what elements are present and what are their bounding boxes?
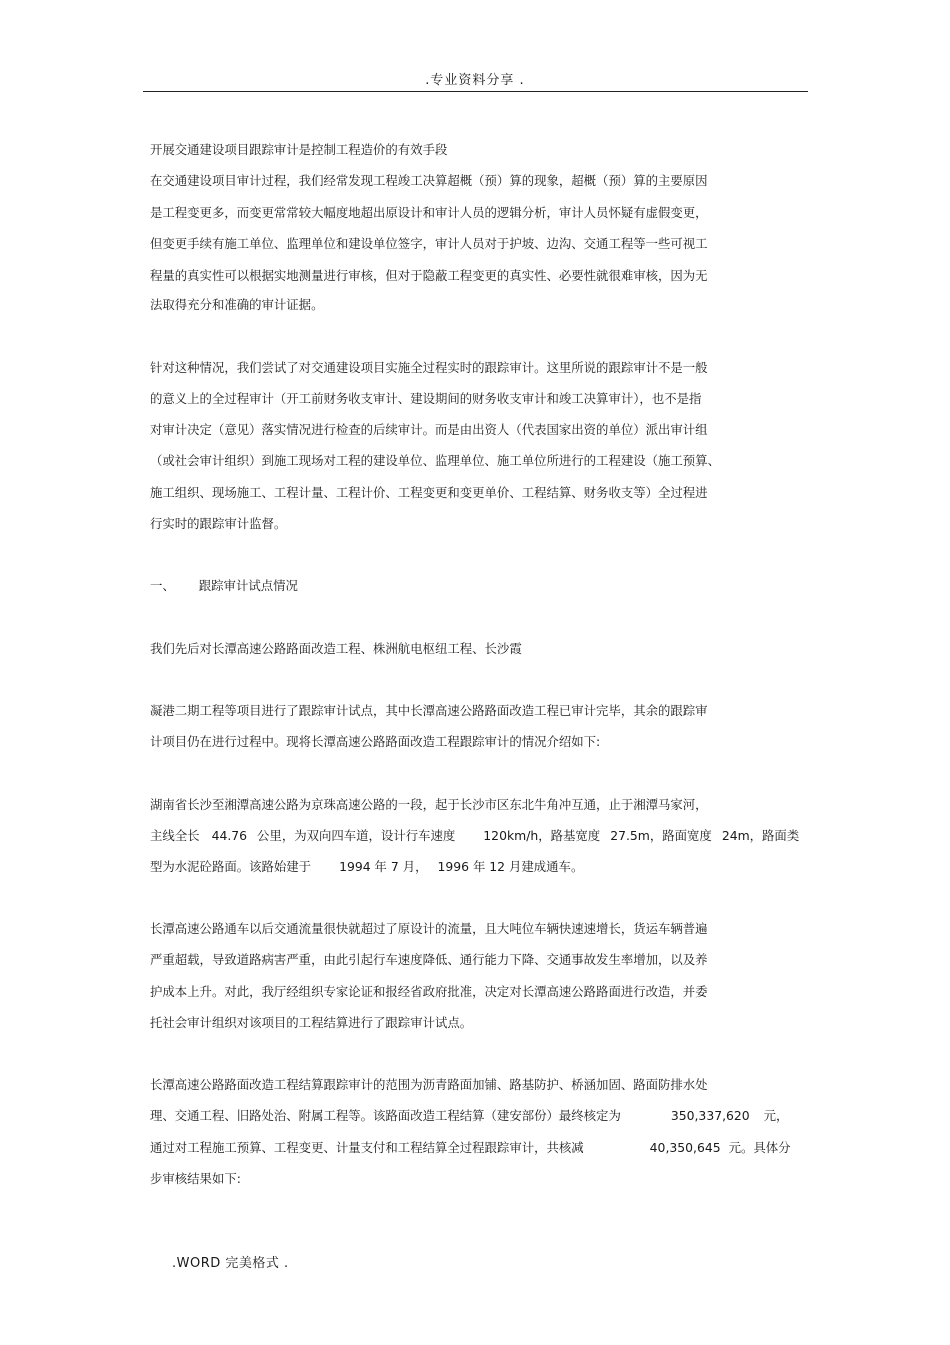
paragraph-line: 步审核结果如下: <box>150 1171 241 1186</box>
paragraph-line: 我们先后对长潭高速公路路面改造工程、株洲航电枢纽工程、长沙霞 <box>150 641 522 656</box>
paragraph-line: 理、交通工程、旧路处治、附属工程等。该路面改造工程结算（建安部份）最终核定为 350,337,620 元， <box>150 1108 789 1123</box>
paragraph-line: 凝港二期工程等项目进行了跟踪审计试点，其中长潭高速公路路面改造工程已审计完毕，其余的跟踪审 <box>150 703 708 718</box>
paragraph-line: 对审计决定（意见）落实情况进行检查的后续审计。而是由出资人（代表国家出资的单位）派出审计组 <box>150 422 708 437</box>
paragraph-line: 在交通建设项目审计过程，我们经常发现工程竣工决算超概（预）算的现象，超概（预）算的主要原因 <box>150 173 708 188</box>
paragraph-line: 长潭高速公路路面改造工程结算跟踪审计的范围为沥青路面加铺、路基防护、桥涵加固、路面防排水处 <box>150 1077 708 1092</box>
paragraph-line: 湖南省长沙至湘潭高速公路为京珠高速公路的一段，起于长沙市区东北牛角冲互通，止于湘潭马家河， <box>150 797 708 812</box>
paragraph-line: 通过对工程施工预算、工程变更、计量支付和工程结算全过程跟踪审计，共核减 40,350,645 元。具体分 <box>150 1140 791 1155</box>
paragraph-line: 行实时的跟踪审计监督。 <box>150 516 287 531</box>
paragraph-line: 托社会审计组织对该项目的工程结算进行了跟踪审计试点。 <box>150 1015 473 1030</box>
section-number: 一、 <box>150 578 175 593</box>
paragraph-line: 的意义上的全过程审计（开工前财务收支审计、建设期间的财务收支审计和竣工决算审计），也不是指 <box>150 391 702 406</box>
paragraph-line: 施工组织、现场施工、工程计量、工程计价、工程变更和变更单价、工程结算、财务收支等）全过程进 <box>150 485 708 500</box>
section-heading <box>150 578 298 594</box>
header-text: .专业资料分享 . <box>425 73 525 88</box>
header-divider <box>143 91 808 92</box>
paragraph-line: 主线全长 44.76 公里，为双向四车道，设计行车速度 120km/h，路基宽度 27.5m，路面宽度 24m，路面类 <box>150 828 800 843</box>
paragraph-line: 是工程变更多，而变更常常较大幅度地超出原设计和审计人员的逻辑分析，审计人员怀疑有虚假变更， <box>150 205 708 220</box>
paragraph-line: 法取得充分和准确的审计证据。 <box>150 297 324 312</box>
section-title: 跟踪审计试点情况 <box>198 578 298 593</box>
page-footer: .WORD 完美格式 . <box>172 1256 289 1271</box>
paragraph-line: 护成本上升。对此，我厅经组织专家论证和报经省政府批准，决定对长潭高速公路路面进行改造，并委 <box>150 984 708 999</box>
paragraph-line: 针对这种情况，我们尝试了对交通建设项目实施全过程实时的跟踪审计。这里所说的跟踪审计不是一般 <box>150 360 708 375</box>
paragraph-line: 计项目仍在进行过程中。现将长潭高速公路路面改造工程跟踪审计的情况介绍如下: <box>150 734 601 749</box>
paragraph-line: 但变更手续有施工单位、监理单位和建设单位签字，审计人员对于护坡、边沟、交通工程等一些可视工 <box>150 236 708 251</box>
paragraph-line: （或社会审计组织）到施工现场对工程的建设单位、监理单位、施工单位所进行的工程建设（施工预算、 <box>150 453 720 468</box>
document-title: 开展交通建设项目跟踪审计是控制工程造价的有效手段 <box>150 142 448 157</box>
paragraph-line: 长潭高速公路通车以后交通流量很快就超过了原设计的流量，且大吨位车辆快速速增长，货运车辆普遍 <box>150 921 708 936</box>
paragraph-line: 严重超载，导致道路病害严重，由此引起行车速度降低、通行能力下降、交通事故发生率增加，以及养 <box>150 952 708 967</box>
paragraph-line: 程量的真实性可以根据实地测量进行审核，但对于隐蔽工程变更的真实性、必要性就很难审核，因为无 <box>150 268 708 283</box>
paragraph-line: 型为水泥砼路面。该路始建于 1994 年 7 月， 1996 年 12 月建成通车。 <box>150 859 584 874</box>
